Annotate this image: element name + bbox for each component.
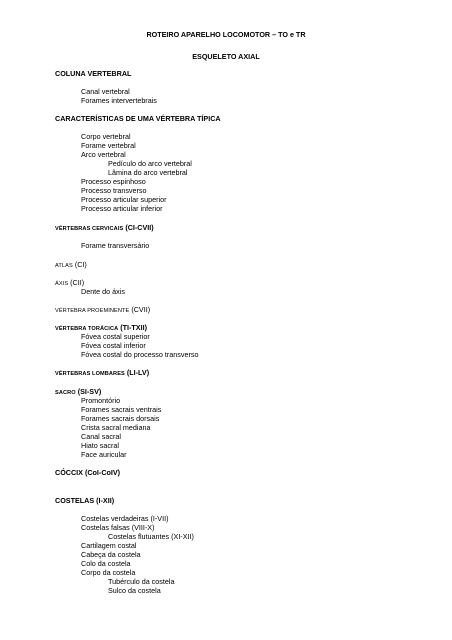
section-heading-cervicais [55, 223, 154, 234]
list-item: Forame vertebral [81, 141, 136, 150]
list-item: Corpo da costela [81, 568, 136, 577]
list-item: Canal vertebral [81, 87, 130, 96]
label-code: (CVII) [131, 305, 151, 314]
list-item: Arco vertebral [81, 150, 126, 159]
section-heading-lombares [55, 368, 149, 379]
list-item: Forames sacrais dorsais [81, 414, 160, 423]
list-item: Corpo vertebral [81, 132, 131, 141]
heading-code: (LI-LV) [126, 368, 150, 377]
list-item: Fóvea costal superior [81, 332, 150, 341]
heading-smallcaps: VÉRTEBRA TORÁCICA [55, 326, 119, 332]
list-item: Fóvea costal do processo transverso [81, 350, 199, 359]
list-item: Canal sacral [81, 432, 121, 441]
heading-smallcaps: SACRO [55, 390, 76, 396]
list-item: Dente do áxis [81, 287, 125, 296]
list-item: Forames sacrais ventrais [81, 405, 162, 414]
list-item: Costelas verdadeiras (I-VII) [81, 514, 169, 523]
list-item: Processo espinhoso [81, 177, 146, 186]
label-proeminente [55, 305, 150, 316]
document-subtitle: ESQUELETO AXIAL [192, 52, 260, 61]
heading-code: (CI-CVII) [125, 223, 154, 232]
list-item: Face auricular [81, 450, 127, 459]
label-code: (CII) [70, 278, 85, 287]
heading-code: (SI-SV) [77, 387, 102, 396]
label-smallcaps: ATLAS [55, 263, 73, 269]
list-item: Forames intervertebrais [81, 96, 157, 105]
sub-list-item: Lâmina do arco vertebral [108, 168, 188, 177]
section-heading-caracteristicas: CARACTERÍSTICAS DE UMA VÉRTEBRA TÍPICA [55, 114, 221, 123]
sub-list-item: Costelas flutuantes (XI-XII) [108, 532, 194, 541]
label-smallcaps: VÉRTEBRA PROEMINENTE [55, 308, 130, 314]
list-item: Forame transversário [81, 241, 150, 250]
list-item: Cabeça da costela [81, 550, 141, 559]
list-item: Processo articular superior [81, 195, 167, 204]
list-item: Processo articular inferior [81, 204, 163, 213]
list-item: Cartilagem costal [81, 541, 137, 550]
label-smallcaps: ÁXIS [55, 281, 69, 287]
list-item: Hiato sacral [81, 441, 119, 450]
document-title: ROTEIRO APARELHO LOCOMOTOR – TO e TR [146, 30, 306, 39]
list-item: Processo transverso [81, 186, 147, 195]
heading-smallcaps: VÉRTEBRAS CERVICAIS [55, 226, 124, 232]
sub-list-item: Pedículo do arco vertebral [108, 159, 192, 168]
list-item: Fóvea costal inferior [81, 341, 146, 350]
section-heading-costelas: COSTELAS (I-XII) [55, 496, 115, 505]
label-atlas [55, 260, 87, 271]
section-heading-coluna: COLUNA VERTEBRAL [55, 69, 132, 78]
list-item: Costelas falsas (VIII-X) [81, 523, 155, 532]
section-heading-coccix: CÓCCIX (CoI-CoIV) [55, 468, 121, 477]
heading-smallcaps: VÉRTEBRAS LOMBARES [55, 371, 125, 377]
label-code: (CI) [74, 260, 87, 269]
list-item: Crista sacral mediana [81, 423, 151, 432]
heading-code: (TI-TXII) [120, 323, 147, 332]
label-axis [55, 278, 84, 289]
list-item: Colo da costela [81, 559, 131, 568]
sub-list-item: Tubérculo da costela [108, 577, 175, 586]
list-item: Promontório [81, 396, 121, 405]
sub-list-item: Sulco da costela [108, 586, 161, 595]
